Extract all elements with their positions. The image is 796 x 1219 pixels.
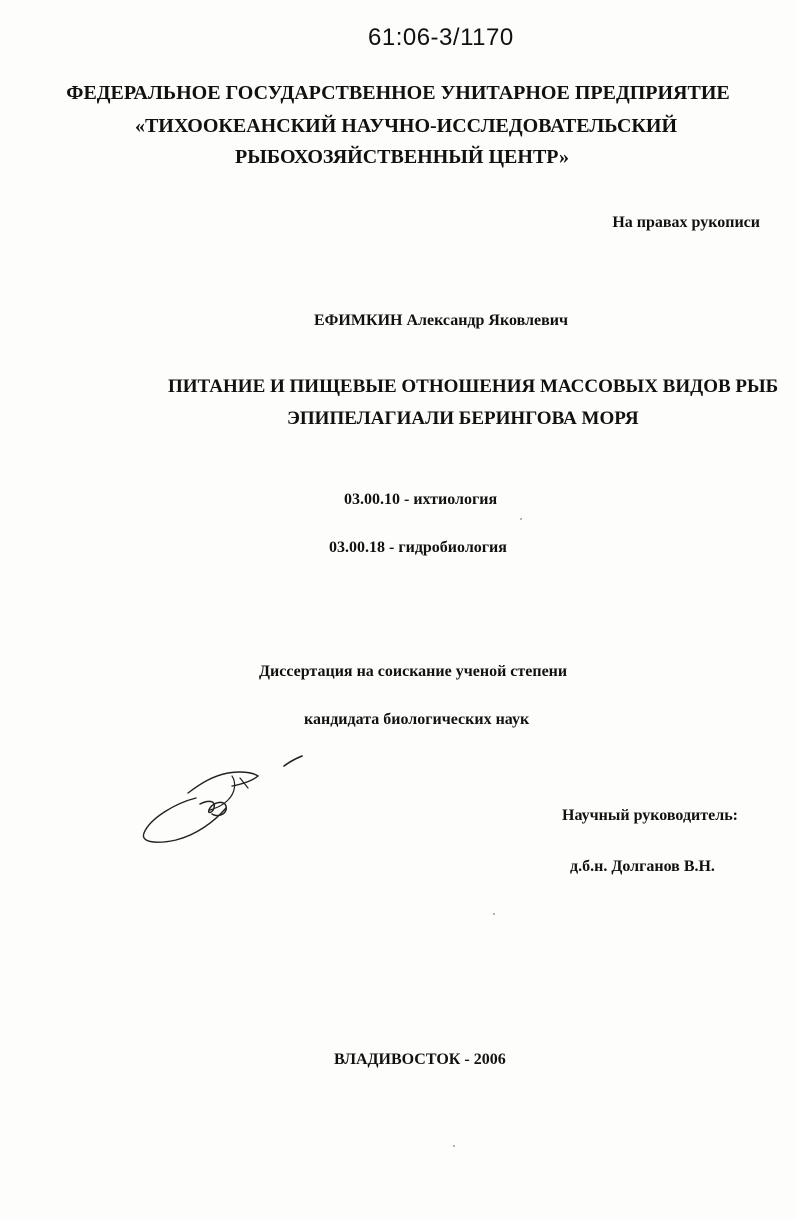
- manuscript-note: На правах рукописи: [612, 214, 760, 231]
- document-code: 61:06-3/1170: [368, 24, 514, 51]
- handwritten-signature: [136, 748, 316, 848]
- organization-line-2: «ТИХООКЕАНСКИЙ НАУЧНО-ИССЛЕДОВАТЕЛЬСКИЙ: [134, 115, 678, 137]
- specialty-ichthyology: 03.00.10 - ихтиология: [344, 491, 498, 508]
- specialty-hydrobiology: 03.00.18 - гидробиология: [329, 539, 507, 556]
- degree-line-2: кандидата биологических наук: [304, 711, 530, 728]
- author-name: ЕФИМКИН Александр Яковлевич: [314, 312, 568, 329]
- organization-line-3: РЫБОХОЗЯЙСТВЕННЫЙ ЦЕНТР»: [235, 146, 569, 168]
- supervisor-name: д.б.н. Долганов В.Н.: [570, 858, 715, 875]
- scan-speck: [493, 913, 495, 915]
- place-and-year: ВЛАДИВОСТОК - 2006: [334, 1051, 506, 1068]
- degree-line-1: Диссертация на соискание ученой степени: [259, 663, 568, 680]
- organization-line-1: ФЕДЕРАЛЬНОЕ ГОСУДАРСТВЕННОЕ УНИТАРНОЕ ПРЕДПРИЯТИЕ: [66, 82, 730, 104]
- thesis-title-line-2: ЭПИПЕЛАГИАЛИ БЕРИНГОВА МОРЯ: [287, 408, 639, 429]
- thesis-title-line-1: ПИТАНИЕ И ПИЩЕВЫЕ ОТНОШЕНИЯ МАССОВЫХ ВИДОВ РЫБ: [168, 376, 779, 397]
- supervisor-label: Научный руководитель:: [562, 807, 738, 824]
- scan-speck: [453, 1145, 455, 1147]
- scan-speck: [520, 518, 522, 520]
